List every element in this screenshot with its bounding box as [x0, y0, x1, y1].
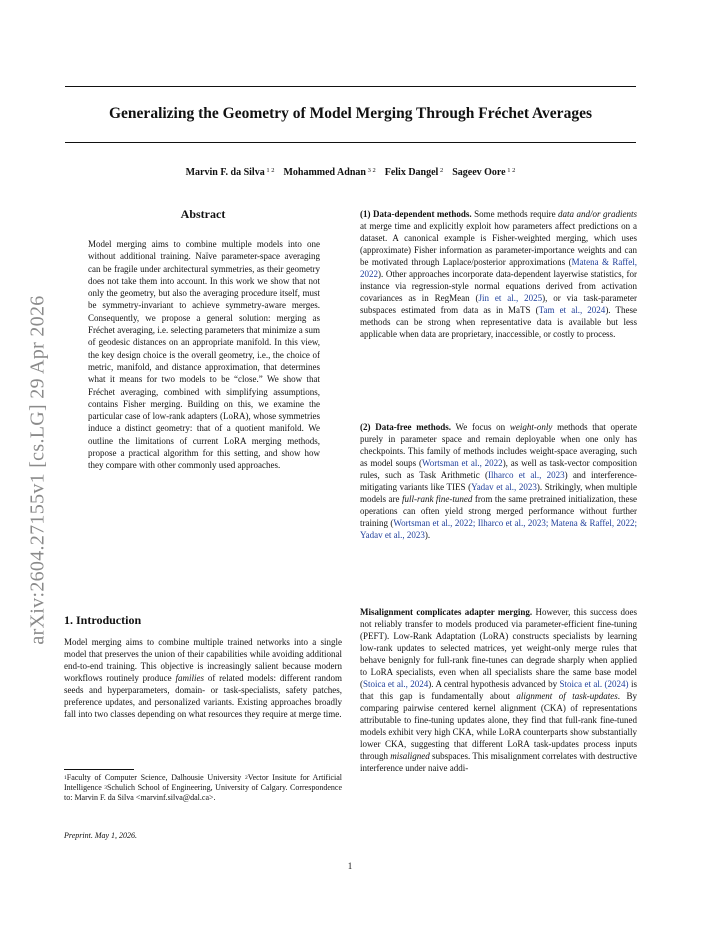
introduction-paragraph [64, 636, 342, 720]
text-run: ), as well as task-vector composition rules, such as Task Arithmetic ( [360, 458, 638, 480]
superscript: 2 [244, 775, 248, 781]
text-run: ) and interference-mitigating variants like TIES ( [360, 470, 637, 492]
lead-in: Misalignment complicates adapter merging. [360, 607, 533, 617]
title-bottom-rule [65, 142, 636, 143]
author-list [65, 166, 636, 180]
abstract-heading: Abstract [180, 207, 226, 221]
text-run: Some methods require [471, 209, 559, 219]
paragraph-data-dependent-methods [360, 208, 637, 340]
citation-link[interactable]: Tam et al., 2024 [538, 305, 606, 315]
citation-link[interactable]: Matena & Raffel, 2022 [360, 257, 637, 279]
author-name: Mohammed Adnan [283, 167, 366, 178]
emphasis: misaligned [390, 751, 430, 761]
text-run: ). Other approaches incorporate data-dependent layerwise statistics, for instance via regression-style normal equations derived from activation covariances as in RegMean ( [360, 269, 637, 303]
text-run: ). [424, 530, 431, 540]
preprint-notice: Preprint. May 1, 2026. [64, 831, 138, 840]
text-run: of related models: different random seeds and hyperparameters, domain- or task-specialists, safety patches, preference updates, and personalized variants. Existing approaches broadly fall into two classes depending on what resources they require at merge time. [64, 673, 342, 719]
text-run: Vector Insitute for Artificial Intelligence [64, 773, 342, 793]
page-number: 1 [347, 861, 353, 871]
text-run: Model merging aims to combine multiple trained networks into a single model that preserves the union of their capabilities while avoiding additional end-to-end training. This objective is increasingly salient because modern workflows routinely produce [64, 637, 342, 683]
author-name: Sageev Oore [452, 167, 506, 178]
citation-link[interactable]: Jin et al., 2025 [478, 293, 543, 303]
arxiv-identifier[interactable]: arXiv:2604.27155v1 [cs.LG] 29 Apr 2026 [26, 295, 49, 645]
abstract-text: Model merging aims to combine multiple models into one without additional training. Naïve parameter-space averaging can be fragile under architectural symmetries, as their geometry does not take them into account. In this work we show that not only the geometry, but also the averaging procedure itself, must be symmetry-invariant to achieve symmetry-aware merges. Consequently, we propose a general solution: merging as Fréchet averaging, i.e. selecting parameters that minimize a sum of geodesic distances on an appropriate manifold. In this view, the key design choice is the overall geometry, i.e., the choice of metric, manifold, and distance approximation, that determines what it means for two models to be “close.” We show that Fréchet averaging, combined with simplifying assumptions, contains Fisher merging. Building on this, we examine the particular case of low-rank adapters (LoRA), whose symmetries induce a distinct geometry: that of a quotient manifold. We outline the limitations of current LoRA merging methods, propose a practical algorithm for this setting, and show how they compare with other commonly used approaches. [88, 239, 320, 471]
author-affiliation-mark: 1 2 [505, 167, 516, 174]
author-affiliation-mark: 2 [438, 167, 444, 174]
text-run: Schulich School of Engineering, University of Calgary. Correspondence to: Marvin F. da Silva <marvinf.silva@dal.ca>. [64, 783, 342, 803]
lead-in: (2) Data-free methods. [360, 422, 451, 432]
superscript: 3 [104, 785, 108, 792]
lead-in: (1) Data-dependent methods. [360, 209, 472, 219]
superscript: 1 [64, 775, 67, 781]
citation-link[interactable]: Stoica et al., 2024 [363, 679, 429, 689]
emphasis: data and/or gradients [558, 209, 637, 219]
paragraph-misalignment [360, 606, 637, 774]
text-run: However, this success does not reliably transfer to models produced via parameter-efficient fine-tuning (PEFT). Low-Rank Adaptation (LoRA) constructs specialists by learning low-rank updates to selected matrices, yet weight-only merge rules that behave benignly for full-rank fine-tunes can degrade sharply when applied to LoRA specialists, even when all specialists share the same base model ( [360, 607, 638, 689]
text-run: is that this gap is fundamentally about [360, 679, 637, 701]
text-run: subspaces. This misalignment correlates with destructive interference under naive addi- [360, 751, 637, 773]
text-run: We focus on [450, 422, 510, 432]
text-run: from the same pretrained initialization, these operations can often yield strong merged performance without further training ( [360, 494, 637, 528]
citation-link[interactable]: Yadav et al., 2023 [471, 482, 537, 492]
emphasis: alignment of task-updates [516, 691, 618, 701]
citation-link[interactable]: Ilharco et al., 2023 [488, 470, 565, 480]
top-rule [65, 86, 636, 87]
citation-link[interactable]: Wortsman et al., 2022 [421, 458, 503, 468]
text-run: . By comparing pairwise centered kernel alignment (CKA) of representations attributable to fine-tuning updates alone, they find that full-rank fine-tuned models exhibit very high CKA, while LoRA counterparts show substantially lower CKA, suggesting that different LoRA task-updates process inputs through [360, 691, 637, 761]
emphasis: weight-only [509, 422, 553, 432]
section-heading-introduction: 1. Introduction [64, 613, 142, 627]
text-run: ). These methods can be strong when representative data is available but less applicable when data are proprietary, inaccessible, or costly to process. [360, 305, 637, 339]
author-name: Marvin F. da Silva [185, 167, 265, 178]
emphasis: families [175, 673, 204, 683]
footnote-rule [64, 769, 134, 770]
text-run: Faculty of Computer Science, Dalhousie University [66, 773, 245, 782]
author-affiliation-mark: 1 2 [264, 167, 275, 174]
citation-link[interactable]: Stoica et al. (2024) [559, 679, 629, 689]
text-run: ). A central hypothesis advanced by [428, 679, 560, 689]
text-run: ). Strikingly, when multiple models are [360, 482, 637, 504]
citation-link[interactable]: Wortsman et al., 2022; Ilharco et al., 2023; Matena & Raffel, 2022; Yadav et al., 2023 [360, 518, 637, 540]
affiliations-footnote [64, 773, 342, 804]
author-affiliation-mark: 3 2 [365, 167, 376, 174]
author-name: Felix Dangel [384, 167, 439, 178]
text-run: methods that operate purely in parameter space and remain deployable when one only has checkpoints. This family of methods includes weight-space averaging, such as model soups ( [360, 422, 637, 468]
text-run: ), or via task-parameter subspaces estimated from data as in MaTS ( [360, 293, 637, 315]
paragraph-data-free-methods [360, 421, 637, 541]
emphasis: full-rank fine-tuned [401, 494, 473, 504]
paper-title: Generalizing the Geometry of Model Merging Through Fréchet Averages [109, 105, 592, 122]
text-run: at merge time and explicitly exploit how parameters affect predictions on a dataset. A canonical example is Fisher-weighted merging, which uses (approximate) Fisher information as parameter-importance weights and can be motivated through Laplace/posterior approximations ( [360, 221, 637, 267]
